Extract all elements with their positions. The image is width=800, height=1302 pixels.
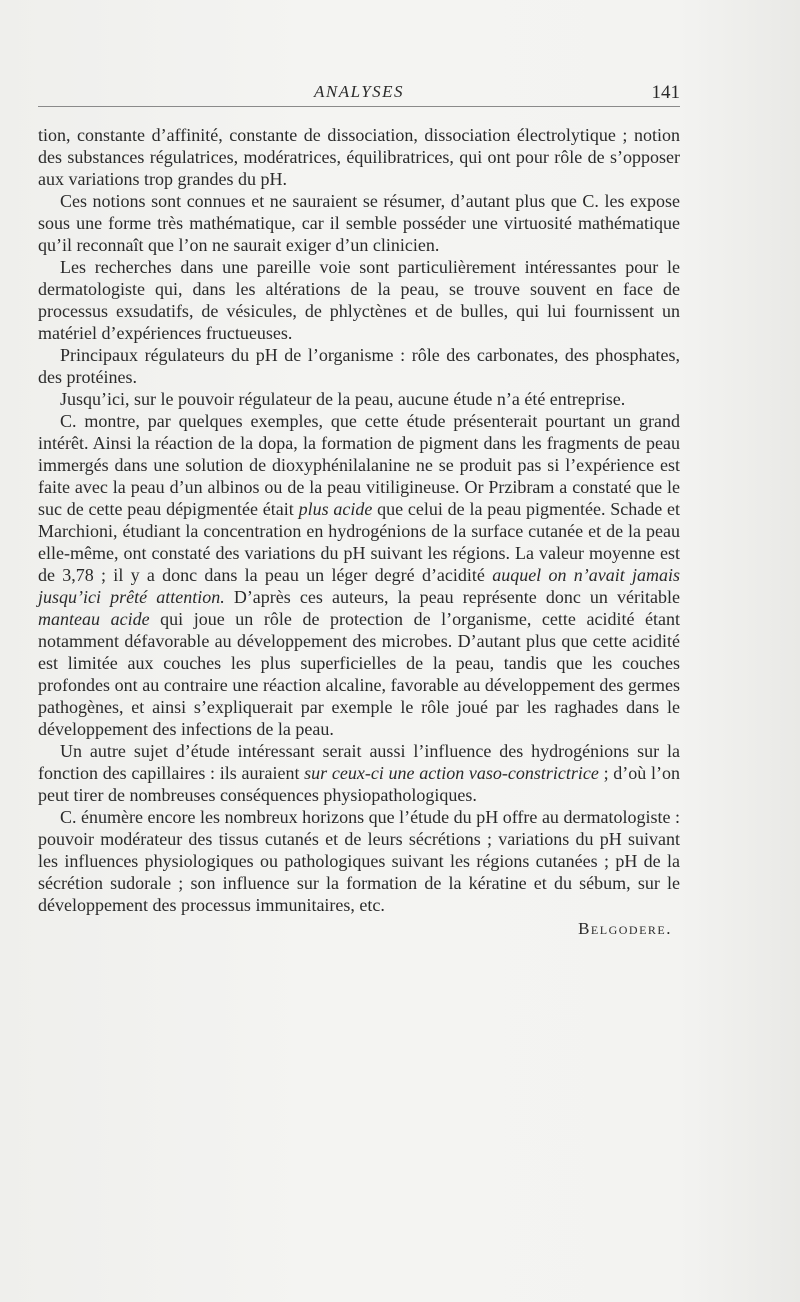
- text-segment: tion, constante d’affinité, constante de dissociation, dissociation électrolytique ; notion des substances régulatrices, modératrices, équilibratrices, qui ont pour rôle de s’opposer aux variations trop grandes du pH.: [38, 125, 680, 189]
- paragraph: [38, 388, 680, 410]
- text-segment: Un autre sujet d’étude intéressant serait aussi l’influence des hydrogénions sur la fonction des capillaires : ils auraient: [38, 741, 680, 783]
- paragraph: [38, 256, 680, 344]
- running-title: ANALYSES: [313, 82, 405, 101]
- text-segment: Ces notions sont connues et ne sauraient se résumer, d’autant plus que C. les expose sous une forme très mathématique, car il semble posséder une virtuosité mathématique qu’il reconnaît que l’on ne saurait exiger d’un clinicien.: [38, 191, 680, 255]
- italic-text: auquel on n’avait jamais jusqu’ici prêté attention.: [38, 565, 680, 607]
- text-segment: C. montre, par quelques exemples, que cette étude présenterait pourtant un grand intérêt. Ainsi la réaction de la dopa, la formation de pigment dans les fragments de peau immergés dans une solution de dioxyphénilalanine ne se produit pas si l’expérience est faite avec la peau d’un albinos ou de la peau vitiligineuse. Or Przibram a constaté que le suc de cette peau dépigmentée était: [38, 411, 680, 519]
- paragraph: [38, 740, 680, 806]
- page-number: 141: [651, 82, 680, 103]
- author-signature: Belgodere.: [578, 919, 672, 938]
- text-segment: que celui de la peau pigmentée. Schade et Marchioni, étudiant la concentration en hydrogénions de la surface cutanée et de la peau elle-même, ont constaté des variations du pH suivant les régions. La valeur moyenne est de 3,78 ; il y a donc dans la peau un léger degré d’acidité: [38, 499, 680, 585]
- page-header: [38, 78, 680, 108]
- article-body: [38, 124, 680, 940]
- text-segment: Jusqu’ici, sur le pouvoir régulateur de la peau, aucune étude n’a été entreprise.: [60, 389, 626, 409]
- italic-text: manteau acide: [38, 609, 150, 629]
- paragraph: [38, 190, 680, 256]
- text-segment: ; d’où l’on peut tirer de nombreuses conséquences physiopathologiques.: [38, 763, 680, 805]
- paragraph: [38, 124, 680, 190]
- italic-text: plus acide: [298, 499, 373, 519]
- text-segment: D’après ces auteurs, la peau représente donc un véritable: [224, 587, 681, 607]
- italic-text: sur ceux-ci une action vaso-constrictrice: [304, 763, 599, 783]
- paragraph: [38, 344, 680, 388]
- header-rule: [38, 106, 680, 107]
- text-segment: Principaux régulateurs du pH de l’organisme : rôle des carbonates, des phosphates, des protéines.: [38, 345, 680, 387]
- paragraph: [38, 410, 680, 740]
- text-segment: qui joue un rôle de protection de l’organisme, cette acidité étant notamment défavorable au développement des microbes. D’autant plus que cette acidité est limitée aux couches les plus superficielles de la peau, tandis que les couches profondes ont au contraire une réaction alcaline, favorable au développement des germes pathogènes, et ainsi s’expliquerait par exemple le rôle joué par les raghades dans le développement des infections de la peau.: [38, 609, 681, 739]
- text-segment: Les recherches dans une pareille voie sont particulièrement intéressantes pour le dermatologiste qui, dans les altérations de la peau, se trouve souvent en face de processus exsudatifs, de vésicules, de phlyctènes et de bulles, qui lui fournissent un matériel d’expériences fructueuses.: [38, 257, 680, 343]
- text-segment: C. énumère encore les nombreux horizons que l’étude du pH offre au dermatologiste : pouvoir modérateur des tissus cutanés et de leurs sécrétions ; variations du pH suivant les influences physiologiques ou pathologiques suivant les régions cutanées ; pH de la sécrétion sudorale ; son influence sur la formation de la kératine et du sébum, sur le développement des processus immunitaires, etc.: [38, 807, 680, 915]
- paragraph: [38, 806, 680, 916]
